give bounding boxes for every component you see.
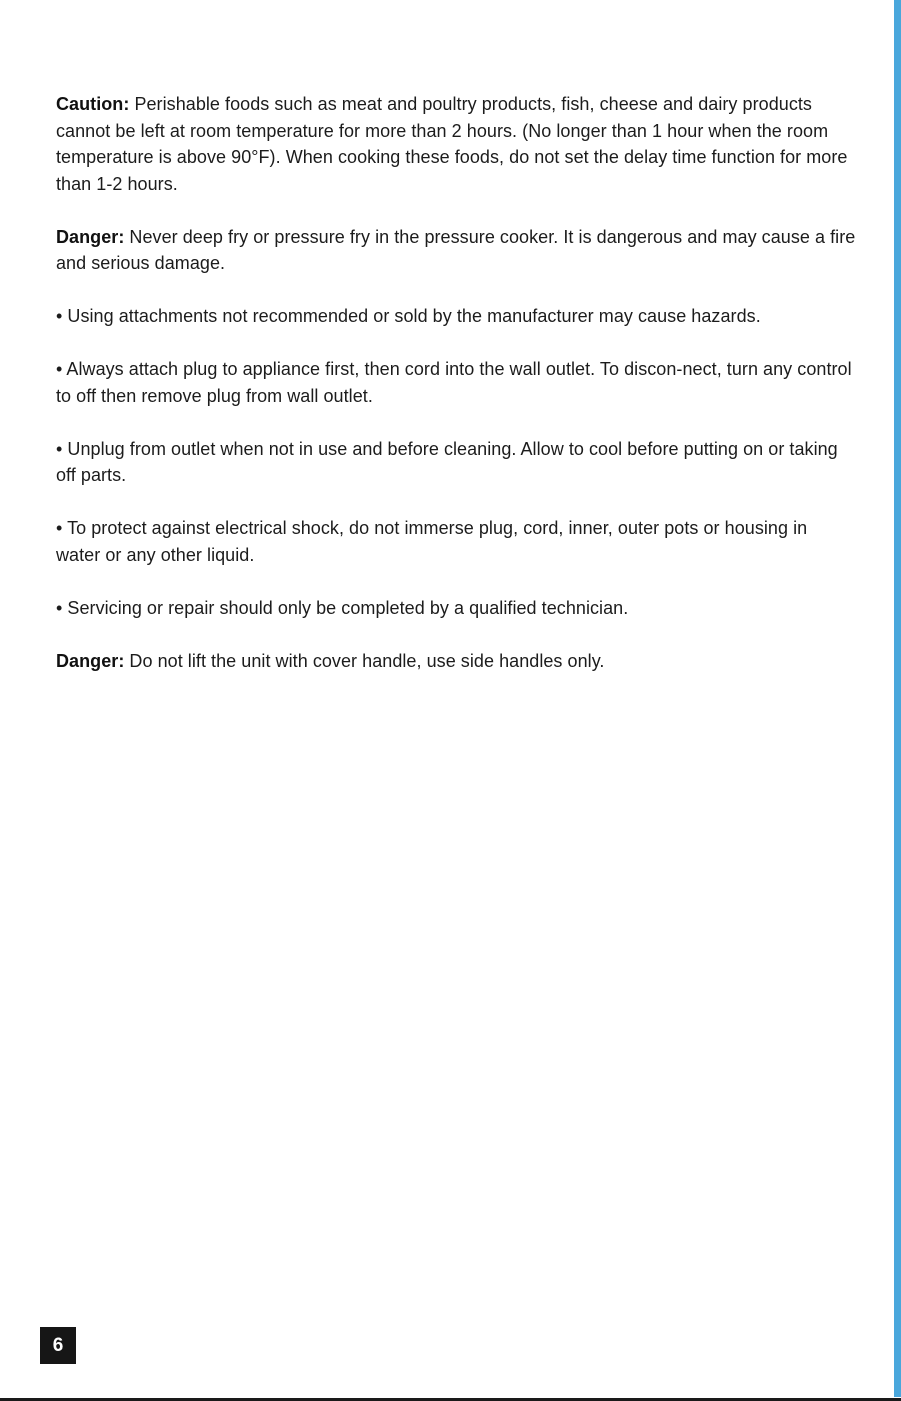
- danger-label: Danger:: [56, 650, 125, 671]
- bullet-plug: • Always attach plug to appliance first, then cord into the wall outlet. To discon-nect, turn any control to off then remove plug from wall outlet.: [56, 359, 852, 406]
- caution-label: Caution:: [56, 94, 130, 114]
- danger-deep-fry-paragraph: [56, 224, 856, 277]
- danger-deep-fry-text: Never deep fry or pressure fry in the pressure cooker. It is dangerous and may cause a fire and serious damage.: [56, 226, 856, 273]
- bullet-attachments: • Using attachments not recommended or sold by the manufacturer may cause hazards.: [56, 306, 761, 326]
- danger-lift-paragraph: [56, 648, 856, 675]
- safety-text: [56, 91, 856, 701]
- danger-lift-text: Do not lift the unit with cover handle, use side handles only.: [124, 650, 605, 671]
- caution-text: Perishable foods such as meat and poultry products, fish, cheese and dairy products cannot be left at room temperature for more than 2 hours. (No longer than 1 hour when the room temperature is above 90°F). When cooking these foods, do not set the delay time function for more than 1-2 hours.: [56, 94, 848, 194]
- bullet-electrical-shock: • To protect against electrical shock, do not immerse plug, cord, inner, outer pots or housing in water or any other liquid.: [56, 518, 808, 565]
- caution-paragraph: [56, 91, 856, 197]
- page-number: 6: [40, 1327, 76, 1364]
- danger-label: Danger:: [56, 226, 125, 247]
- bullet-unplug: • Unplug from outlet when not in use and before cleaning. Allow to cool before putting on or taking off parts.: [56, 438, 838, 485]
- bullet-servicing: • Servicing or repair should only be completed by a qualified technician.: [56, 597, 629, 618]
- edge-color-bar: [894, 0, 901, 1397]
